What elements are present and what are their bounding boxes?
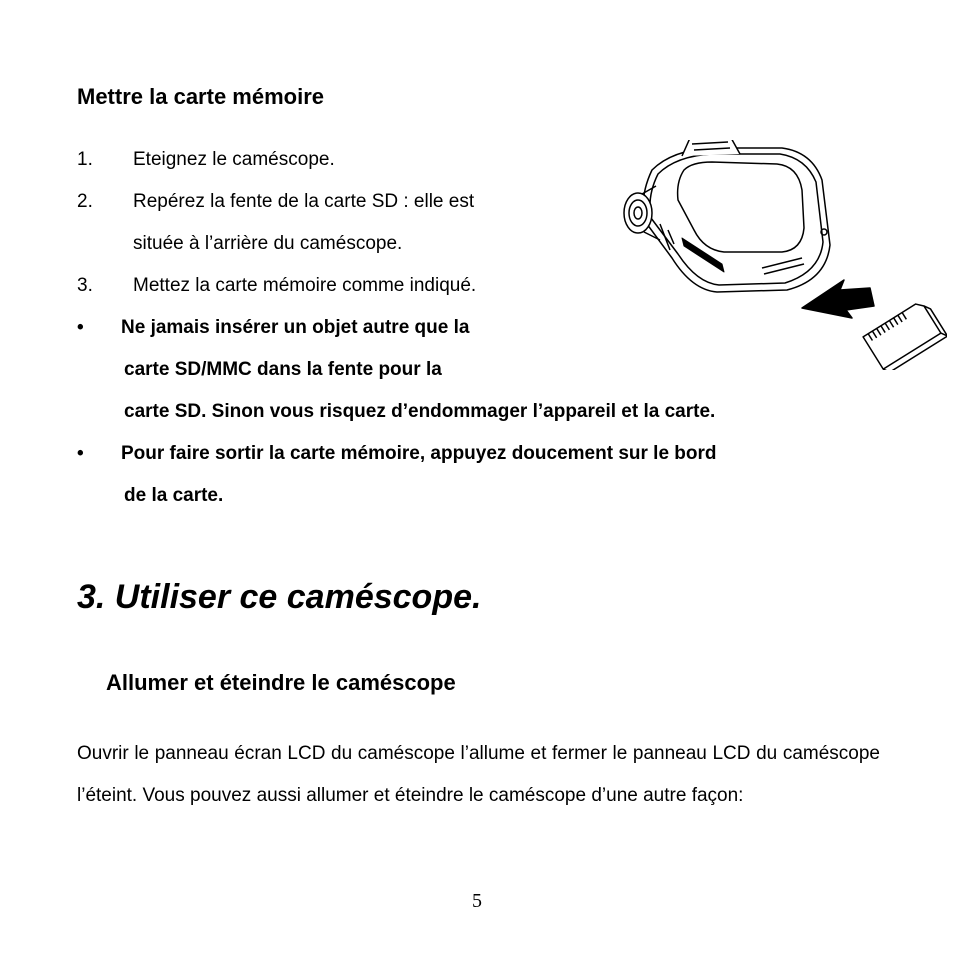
bullet-symbol: • [77, 443, 84, 464]
step-text: Repérez la fente de la carte SD : elle est [133, 191, 475, 212]
chapter-title: 3. Utiliser ce caméscope. [77, 578, 482, 616]
bullet-text: Pour faire sortir la carte mémoire, appuyez doucement sur le bord [121, 443, 717, 464]
bullet-text-continued: carte SD/MMC dans la fente pour la [124, 359, 442, 380]
camcorder-sd-card-illustration [612, 140, 947, 370]
subsection-title: Allumer et éteindre le caméscope [106, 670, 456, 695]
step-number: 2. [77, 191, 93, 212]
step-text: Mettez la carte mémoire comme indiqué. [133, 275, 477, 296]
step-number: 3. [77, 275, 93, 296]
bullet-text-continued: carte SD. Sinon vous risquez d’endommager l’appareil et la carte. [124, 401, 716, 422]
step-text: Eteignez le caméscope. [133, 149, 335, 170]
step-text-continued: située à l’arrière du caméscope. [133, 233, 403, 254]
bullet-text: Ne jamais insérer un objet autre que la [121, 317, 470, 338]
section-title: Mettre la carte mémoire [77, 84, 324, 109]
page-number: 5 [472, 890, 482, 912]
bullet-symbol: • [77, 317, 84, 338]
body-paragraph: Ouvrir le panneau écran LCD du caméscope l’allume et fermer le panneau LCD du caméscope l’éteint. Vous pouvez aussi allumer et éteindre le caméscope d’une autre façon: [77, 743, 880, 806]
bullet-text-continued: de la carte. [124, 485, 224, 506]
slot-label: SD/MMC [729, 253, 758, 274]
step-number: 1. [77, 149, 93, 170]
